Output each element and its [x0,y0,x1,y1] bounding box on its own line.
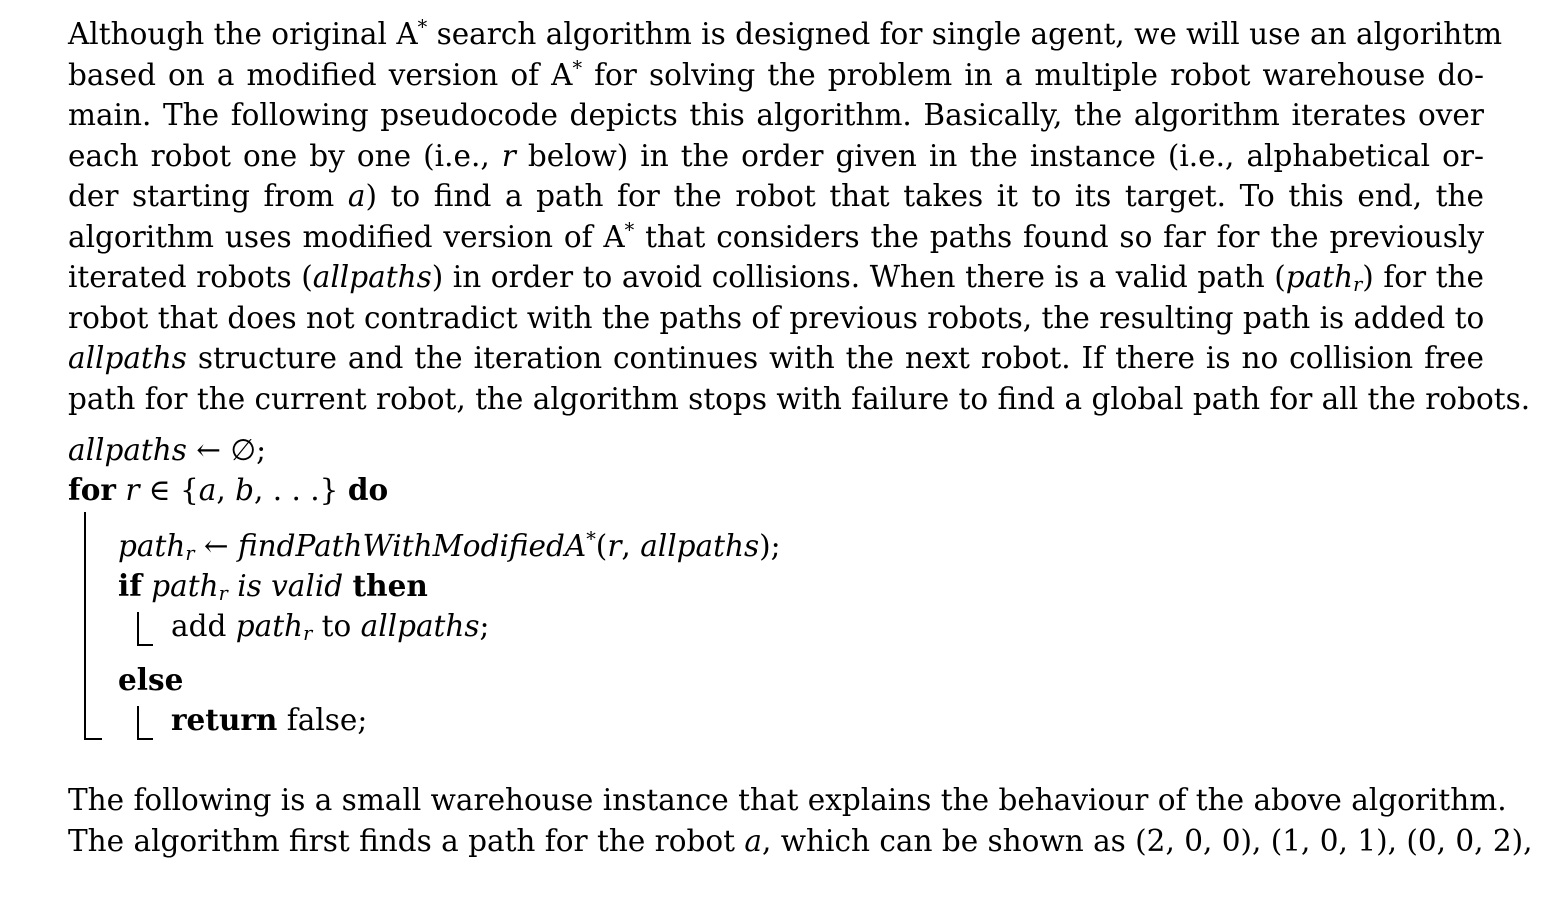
for-scope-bar [84,512,86,740]
paragraph-line: The following is a small warehouse instance that explains the behaviour of the above algorithm. [68,783,1507,817]
paragraph-line: main. The following pseudocode depicts this algorithm. Basically, the algorithm iterates over [68,98,1484,132]
else-scope-bar [137,706,139,740]
pseudocode-line-add: add path$_r$ to allpaths; [171,609,490,645]
keyword-return: return [171,702,278,737]
paragraph-example [68,780,1533,861]
keyword-for: for [68,472,116,507]
pseudocode-line-return [171,700,367,741]
paragraph-line: allpaths structure and the iteration continues with the next robot. If there is no collision free [68,341,1484,375]
paragraph-line: each robot one by one (i.e., r below) in the order given in the instance (i.e., alphabetical or- [68,138,1484,173]
pseudocode-line-for: for r ∈ {a, b, . . .} do [68,472,389,507]
for-scope-end [84,738,102,740]
paragraph-line: robot that does not contradict with the paths of previous robots, the resulting path is added to [68,300,1485,335]
pseudocode-line-assign: path$_r$ ← findPathWithModifiedA*(r, allpaths); [118,527,781,565]
pseudocode-line-if: if path$_r$ is valid then [118,568,428,605]
paragraph-line: der starting from a) to find a path for the robot that takes it to its target. To this end, the [68,179,1484,213]
paragraph-line: based on a modified version of A* for solving the problem in a multiple robot warehouse do- [68,55,1484,92]
keyword-if: if [118,568,142,603]
if-scope-end [137,644,153,646]
keyword-do: do [347,472,389,507]
else-scope-end [137,738,153,740]
keyword-else: else [118,662,184,697]
keyword-then: then [352,568,428,603]
document-page [68,14,1533,858]
pseudocode-line-init: allpaths ← ∅; [68,433,267,467]
return-value: false; [286,703,368,737]
paragraph-line: iterated robots (allpaths) in order to avoid collisions. When there is a valid path (path$_r$) for the [68,260,1484,296]
paragraph-line: path for the current robot, the algorithm stops with failure to find a global path for all the robots. [68,381,1531,416]
paragraph-line: algorithm uses modified version of A* that considers the paths found so far for the previously [68,217,1484,254]
pseudocode-line-else [118,660,183,701]
paragraph-intro [68,14,1531,419]
paragraph-line: Although the original A* search algorithm is designed for single agent, we will use an algorihtm [68,15,1503,51]
if-scope-bar [137,612,139,646]
paragraph-line: The algorithm first finds a path for the robot a, which can be shown as (2, 0, 0), (1, 0, 1), (0, 0, 2), [68,823,1533,858]
